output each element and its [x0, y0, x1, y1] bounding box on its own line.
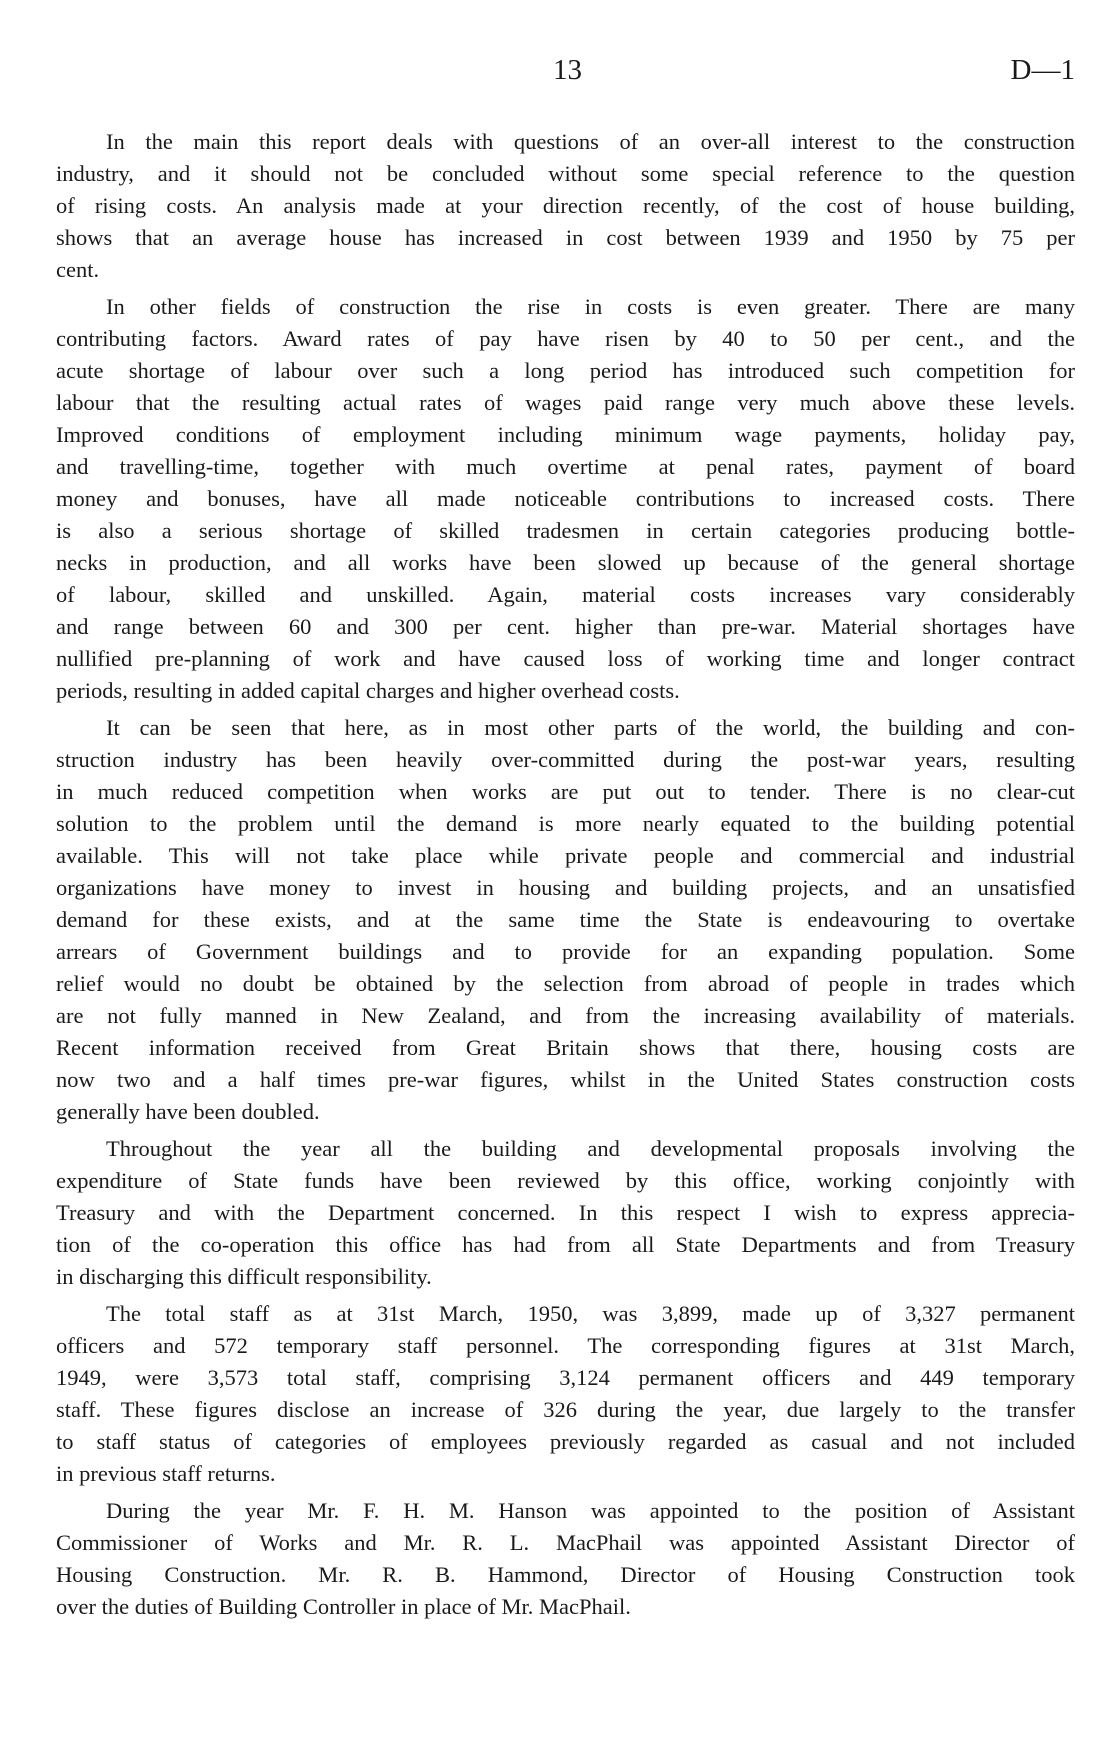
text-line: Improved conditions of employment including minimum wage payments, holiday pay,	[56, 422, 1075, 447]
text-line: During the year Mr. F. H. M. Hanson was appointed to the position of Assistant	[106, 1498, 1075, 1523]
text-line: officers and 572 temporary staff personnel. The corresponding figures at 31st March,	[56, 1333, 1075, 1358]
text-line: In the main this report deals with questions of an over-all interest to the construction	[106, 129, 1075, 154]
text-line: available. This will not take place while private people and commercial and industrial	[56, 843, 1075, 868]
text-line: industry, and it should not be concluded without some special reference to the question	[56, 161, 1075, 186]
paragraph	[56, 1495, 1075, 1623]
text-line: in discharging this difficult responsibility.	[56, 1264, 432, 1289]
text-line: contributing factors. Award rates of pay have risen by 40 to 50 per cent., and the	[56, 326, 1075, 351]
text-line: labour that the resulting actual rates of wages paid range very much above these levels.	[56, 390, 1075, 415]
text-line: The total staff as at 31st March, 1950, was 3,899, made up of 3,327 permanent	[106, 1301, 1075, 1326]
paragraph	[56, 291, 1075, 707]
text-line: cent.	[56, 257, 100, 282]
text-line: acute shortage of labour over such a long period has introduced such competition for	[56, 358, 1075, 383]
text-line: solution to the problem until the demand is more nearly equated to the building potential	[56, 811, 1075, 836]
text-line: and range between 60 and 300 per cent. higher than pre-war. Material shortages have	[56, 614, 1075, 639]
text-line: staff. These figures disclose an increase of 326 during the year, due largely to the transfer	[56, 1397, 1075, 1422]
text-line: tion of the co-operation this office has had from all State Departments and from Treasury	[56, 1232, 1075, 1257]
text-line: organizations have money to invest in housing and building projects, and an unsatisfied	[56, 875, 1075, 900]
text-line: to staff status of categories of employees previously regarded as casual and not included	[56, 1429, 1075, 1454]
text-line: over the duties of Building Controller in place of Mr. MacPhail.	[56, 1594, 631, 1619]
text-line: 1949, were 3,573 total staff, comprising 3,124 permanent officers and 449 temporary	[56, 1365, 1075, 1390]
text-line: struction industry has been heavily over-committed during the post-war years, resulting	[56, 747, 1075, 772]
text-line: in previous staff returns.	[56, 1461, 276, 1486]
text-line: generally have been doubled.	[56, 1099, 320, 1124]
text-line: nullified pre-planning of work and have caused loss of working time and longer contract	[56, 646, 1075, 671]
text-line: Treasury and with the Department concerned. In this respect I wish to express apprecia-	[56, 1200, 1075, 1225]
text-line: In other fields of construction the rise in costs is even greater. There are many	[106, 294, 1075, 319]
document-body	[56, 126, 1075, 1628]
text-line: arrears of Government buildings and to provide for an expanding population. Some	[56, 939, 1075, 964]
text-line: demand for these exists, and at the same time the State is endeavouring to overtake	[56, 907, 1075, 932]
text-line: periods, resulting in added capital charges and higher overhead costs.	[56, 678, 680, 703]
paragraph	[56, 712, 1075, 1128]
page-number: 13	[553, 54, 582, 86]
text-line: It can be seen that here, as in most other parts of the world, the building and con-	[106, 715, 1075, 740]
text-line: necks in production, and all works have been slowed up because of the general shortage	[56, 550, 1075, 575]
text-line: Housing Construction. Mr. R. B. Hammond, Director of Housing Construction took	[56, 1562, 1075, 1587]
text-line: in much reduced competition when works are put out to tender. There is no clear-cut	[56, 779, 1075, 804]
text-line: shows that an average house has increased in cost between 1939 and 1950 by 75 per	[56, 225, 1075, 250]
text-line: expenditure of State funds have been reviewed by this office, working conjointly with	[56, 1168, 1075, 1193]
paragraph	[56, 1298, 1075, 1490]
text-line: is also a serious shortage of skilled tradesmen in certain categories producing bottle-	[56, 518, 1075, 543]
text-line: Throughout the year all the building and developmental proposals involving the	[106, 1136, 1075, 1161]
text-line: and travelling-time, together with much overtime at penal rates, payment of board	[56, 454, 1075, 479]
text-line: Commissioner of Works and Mr. R. L. MacPhail was appointed Assistant Director of	[56, 1530, 1075, 1555]
text-line: money and bonuses, have all made noticeable contributions to increased costs. There	[56, 486, 1075, 511]
text-line: of labour, skilled and unskilled. Again, material costs increases vary considerably	[56, 582, 1075, 607]
text-line: now two and a half times pre-war figures, whilst in the United States construction costs	[56, 1067, 1075, 1092]
text-line: of rising costs. An analysis made at your direction recently, of the cost of house building,	[56, 193, 1075, 218]
text-line: Recent information received from Great Britain shows that there, housing costs are	[56, 1035, 1075, 1060]
text-line: are not fully manned in New Zealand, and from the increasing availability of materials.	[56, 1003, 1075, 1028]
paragraph	[56, 1133, 1075, 1293]
paragraph	[56, 126, 1075, 286]
section-code: D—1	[1010, 54, 1075, 86]
text-line: relief would no doubt be obtained by the selection from abroad of people in trades which	[56, 971, 1075, 996]
